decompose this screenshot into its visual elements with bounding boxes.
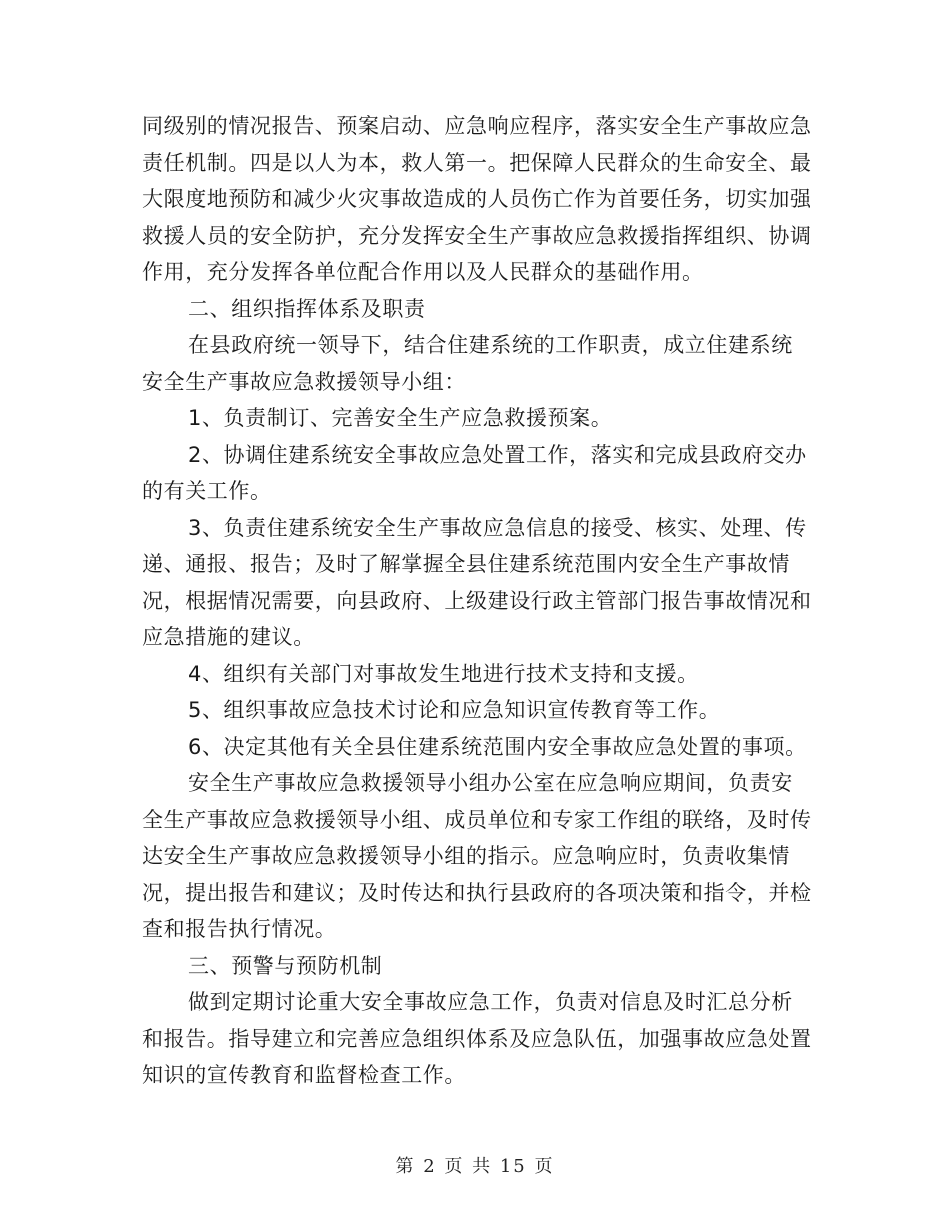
page-footer: 第 2 页 共 15 页: [395, 1156, 555, 1177]
section-heading-2: 二、组织指挥体系及职责: [188, 296, 426, 321]
paragraph-3: 在县政府统一领导下，结合住建系统的工作职责，成立住建系统安全生产事故应急救援领导小组：: [142, 333, 793, 394]
list-item-1: 1、负责制订、完善安全生产应急救援预案。: [188, 406, 613, 430]
list-item-6: 6、决定其他有关全县住建系统范围内安全事故应急处置的事项。: [188, 734, 807, 759]
list-item-3: 3、负责住建系统安全生产事故应急信息的接受、核实、处理、传递、通报、报告；及时了解掌握全县住建系统范围内安全生产事故情况，根据情况需要，向县政府、上级建设行政主管部门报告事故情况和应急措施的建议。: [142, 515, 812, 649]
paragraph-office-duties: 安全生产事故应急救援领导小组办公室在应急响应期间，负责安全生产事故应急救援领导小组、成员单位和专家工作组的联络，及时传达安全生产事故应急救援领导小组的指示。应急响应时，负责收集情况，提出报告和建议；及时传达和执行县政府的各项决策和指令，并检查和报告执行情况。: [142, 771, 812, 941]
section-heading-3: 三、预警与预防机制: [188, 953, 383, 978]
document-body: [142, 108, 812, 1094]
list-item-5: 5、组织事故应急技术讨论和应急知识宣传教育等工作。: [188, 698, 721, 722]
paragraph-warning: 做到定期讨论重大安全事故应急工作，负责对信息及时汇总分析和报告。指导建立和完善应急组织体系及应急队伍，加强事故应急处置知识的宣传教育和监督检查工作。: [142, 990, 812, 1087]
list-item-2: 2、协调住建系统安全事故应急处置工作，落实和完成县政府交办的有关工作。: [142, 442, 807, 503]
paragraph-1: 同级别的情况报告、预案启动、应急响应程序，落实安全生产事故应急责任机制。四是以人为本，救人第一。把保障人民群众的生命安全、最大限度地预防和减少火灾事故造成的人员伤亡作为首要任务，切实加强救援人员的安全防护，充分发挥安全生产事故应急救援指挥组织、协调作用，充分发挥各单位配合作用以及人民群众的基础作用。: [142, 114, 812, 284]
list-item-4: 4、组织有关部门对事故发生地进行技术支持和支援。: [188, 661, 699, 686]
